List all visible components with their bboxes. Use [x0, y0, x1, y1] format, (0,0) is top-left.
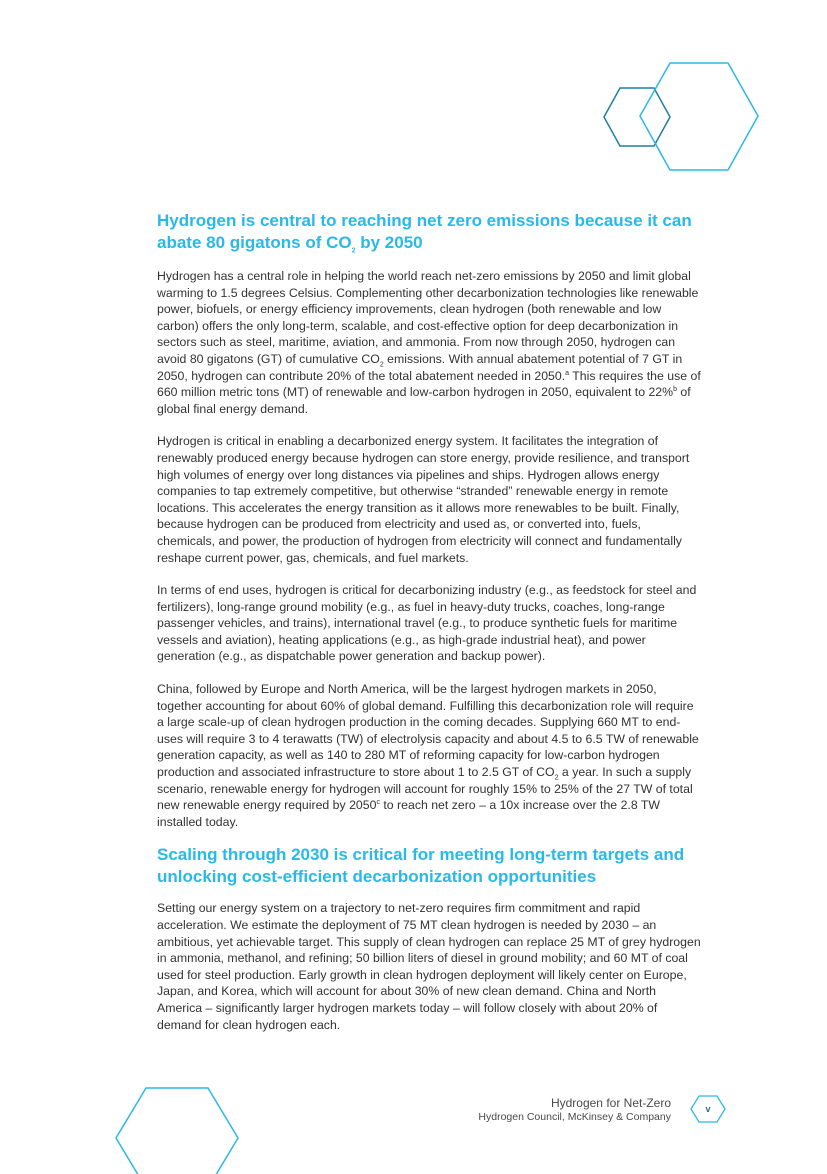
hexagon-decoration-bottom: [110, 1084, 245, 1174]
paragraph-central-role: Hydrogen has a central role in helping the world reach net-zero emissions by 2050 and limit global warming to 1.5 degrees Celsius. Complementing other decarbonization technologies like renewable power, biofuels, or energy efficiency improvements, clean hydrogen (both renewable and low carbon) offers the only long-term, scalable, and cost-effective option for deep decarbonization in sectors such as steel, maritime, aviation, and ammonia. From now through 2050, hydrogen can avoid 80 gigatons (GT) of cumulative $CO_2$ emissions. With annual abatement potential of 7 GT in 2050, hydrogen can contribute 20% of the total abatement needed in 2050.$^a$ This requires the use of 660 million metric tons (MT) of renewable and low-carbon hydrogen in 2050, equivalent to 22%$^b$ of global final energy demand.: [157, 269, 701, 416]
bottom-hexagon-icon: [116, 1088, 238, 1174]
footer-publisher: Hydrogen Council, McKinsey & Company: [478, 1111, 671, 1123]
hexagon-decoration-top: [598, 58, 764, 178]
page-number-badge: [689, 1094, 727, 1124]
paragraph-energy-system: Hydrogen is critical in enabling a decarbonized energy system. It facilitates the integration of renewably produced energy because hydrogen can store energy, provide resilience, and transport high volumes of energy over long distances via pipelines and ships. Hydrogen allows energy companies to tap extremely competitive, but otherwise “stranded” renewable energy in remote locations. This accelerates the energy transition as it allows more renewables to be built. Finally, because hydrogen can be produced from electricity and used as, or converted into, fuels, chemicals, and power, the production of hydrogen from electricity will connect and fundamentally reshape current power, gas, chemicals, and fuel markets.: [157, 434, 690, 565]
paragraph-end-uses: In terms of end uses, hydrogen is critical for decarbonizing industry (e.g., as feedstock for steel and fertilizers), long-range ground mobility (e.g., as fuel in heavy-duty trucks, coaches, long-range passenger vehicles, and trains), international travel (e.g., to produce synthetic fuels for maritime vessels and aviation), heating applications (e.g., as high-grade industrial heat), and power generation (e.g., as dispatchable power generation and backup power).: [157, 583, 697, 664]
small-hexagon-icon: [604, 88, 670, 146]
footer-report-title: Hydrogen for Net-Zero: [550, 1096, 671, 1110]
page-number: v: [705, 1104, 711, 1114]
section-heading-scaling-2030: Scaling through 2030 is critical for meeting long-term targets and unlocking cost-efficient decarbonization opportunities: [157, 845, 685, 887]
section-heading-net-zero: Hydrogen is central to reaching net zero emissions because it can abate 80 gigatons of $CO_2$ by 2050: [157, 211, 692, 255]
paragraph-markets: China, followed by Europe and North America, will be the largest hydrogen markets in 2050, together accounting for about 60% of global demand. Fulfilling this decarbonization role will require a large scale-up of clean hydrogen production in the coming decades. Supplying 660 MT to end-uses will require 3 to 4 terawatts (TW) of electrolysis capacity and about 4.5 to 6.5 TW of renewable generation capacity, as well as 140 to 280 MT of reforming capacity for low-carbon hydrogen production and associated infrastructure to store about 1 to 2.5 GT of $CO_2$ a year. In such a supply scenario, renewable energy for hydrogen will account for roughly 15% to 25% of the 27 TW of total new renewable energy required by 2050$^c$ to reach net zero – a 10x increase over the 2.8 TW installed today.: [157, 682, 699, 829]
main-content: [157, 210, 702, 1033]
large-hexagon-icon: [640, 63, 758, 170]
paragraph-2030-targets: Setting our energy system on a trajectory to net-zero requires firm commitment and rapid acceleration. We estimate the deployment of 75 MT clean hydrogen is needed by 2030 – an ambitious, yet achievable target. This supply of clean hydrogen can replace 25 MT of grey hydrogen in ammonia, methanol, and refining; 50 billion liters of diesel in ground mobility; and 60 MT of coal used for steel production. Early growth in clean hydrogen deployment will likely center on Europe, Japan, and Korea, which will account for about 30% of new clean demand. China and North America – significantly larger hydrogen markets today – will follow closely with about 20% of demand for clean hydrogen each.: [157, 901, 701, 1032]
